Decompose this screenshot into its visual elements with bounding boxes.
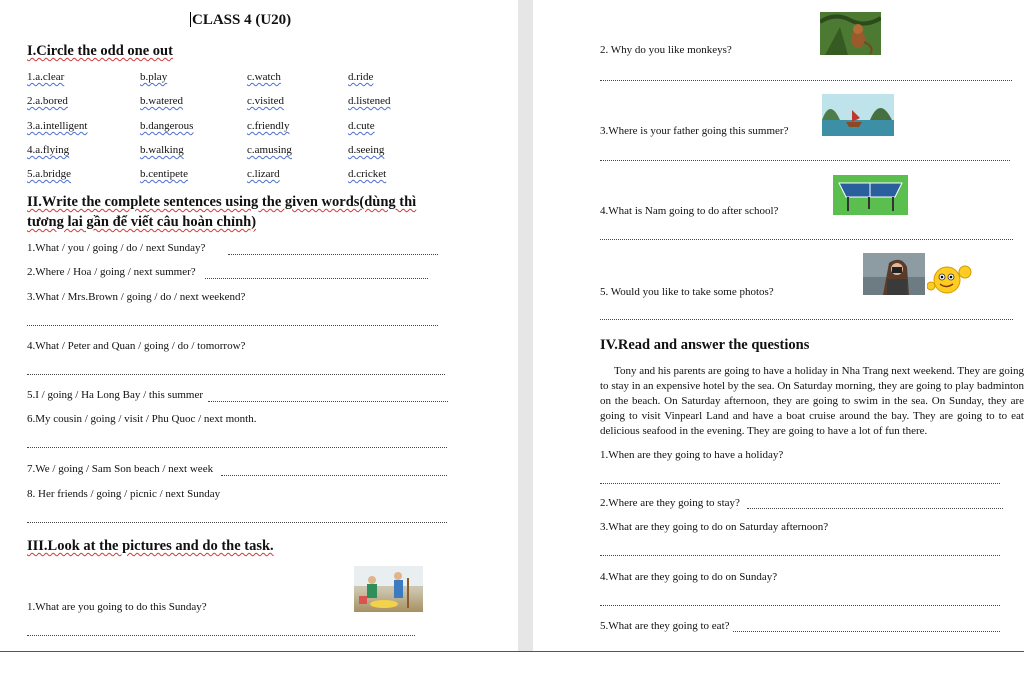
- answer-line[interactable]: [600, 555, 1000, 556]
- option: d.cricket: [348, 168, 387, 180]
- answer-line[interactable]: [600, 160, 1010, 161]
- worksheet-title: CLASS 4 (U20): [192, 12, 292, 28]
- picture-question: 2. Why do you like monkeys?: [600, 44, 732, 56]
- option: c.amusing: [247, 144, 292, 156]
- answer-line[interactable]: [228, 254, 438, 255]
- answer-line[interactable]: [600, 483, 1000, 484]
- option: b.watered: [140, 95, 184, 107]
- option: c.watch: [247, 71, 281, 83]
- answer-line[interactable]: [600, 605, 1000, 606]
- option: b.walking: [140, 144, 184, 156]
- section2-heading: II.Write the complete sentences using the given words(dùng thì: [27, 194, 417, 210]
- text-cursor: [190, 12, 191, 27]
- reading-passage: Tony and his parents are going to have a holiday in Nha Trang next weekend. They are going to stay in an expensive hotel by the sea. On Saturday morning, they are going to play badminton on the beach. On Saturday afternoon, they are going to swim in the sea. On Sunday, they are going to visit Vinpearl Land and have a boat cruise around the bay. They are going to to eat delicious seafood in the evening. They are going to have a lot of fun there.: [600, 365, 1024, 437]
- section4-heading: IV.Read and answer the questions: [600, 337, 810, 353]
- answer-line[interactable]: [27, 325, 438, 326]
- answer-line[interactable]: [27, 447, 447, 448]
- answer-line[interactable]: [221, 475, 447, 476]
- exercise-item: 1.What / you / going / do / next Sunday?: [27, 242, 206, 254]
- option: 3.a.intelligent: [27, 120, 88, 132]
- left-page: [0, 0, 518, 651]
- section1-heading: I.Circle the odd one out: [27, 43, 173, 59]
- option: 2.a.bored: [27, 95, 68, 107]
- reading-question: 2.Where are they going to stay?: [600, 497, 740, 509]
- option: d.cute: [348, 120, 375, 132]
- option: 5.a.bridge: [27, 168, 71, 180]
- woman-with-camera-picture: [863, 253, 925, 295]
- exercise-item: 5.I / going / Ha Long Bay / this summer: [27, 389, 203, 401]
- option: b.play: [140, 71, 168, 83]
- answer-line[interactable]: [27, 522, 447, 523]
- answer-line[interactable]: [208, 401, 448, 402]
- right-page: [533, 0, 1024, 651]
- answer-line[interactable]: [733, 631, 1000, 632]
- table-tennis-picture: [833, 175, 908, 215]
- option: b.dangerous: [140, 120, 194, 132]
- ha-long-bay-picture: [822, 94, 894, 136]
- monkey-picture: [820, 12, 881, 55]
- option: d.listened: [348, 95, 391, 107]
- exercise-item: 7.We / going / Sam Son beach / next week: [27, 463, 214, 475]
- answer-line[interactable]: [27, 374, 445, 375]
- answer-line[interactable]: [205, 278, 428, 279]
- picture-question: 5. Would you like to take some photos?: [600, 286, 774, 298]
- exercise-item: 8. Her friends / going / picnic / next Sunday: [27, 488, 221, 500]
- option: b.centipete: [140, 168, 188, 180]
- exercise-item: 6.My cousin / going / visit / Phu Quoc / next month.: [27, 413, 257, 425]
- cleaning-picture: [354, 566, 423, 612]
- option: c.visited: [247, 95, 284, 107]
- section3-heading: III.Look at the pictures and do the task.: [27, 538, 274, 554]
- reading-question: 1.When are they going to have a holiday?: [600, 449, 784, 461]
- page-gap: [518, 0, 533, 651]
- option: c.friendly: [247, 120, 290, 132]
- picture-question: 1.What are you going to do this Sunday?: [27, 601, 207, 613]
- option: 1.a.clear: [27, 71, 65, 83]
- reading-question: 5.What are they going to eat?: [600, 620, 730, 632]
- option: d.seeing: [348, 144, 385, 156]
- exercise-item: 4.What / Peter and Quan / going / do / tomorrow?: [27, 340, 246, 352]
- answer-line[interactable]: [600, 239, 1013, 240]
- thumbs-up-emoji: [927, 262, 975, 296]
- answer-line[interactable]: [27, 635, 415, 636]
- bottom-margin: [0, 651, 1024, 689]
- option: d.ride: [348, 71, 374, 83]
- reading-question: 3.What are they going to do on Saturday afternoon?: [600, 521, 829, 533]
- answer-line[interactable]: [600, 319, 1013, 320]
- answer-line[interactable]: [747, 508, 1003, 509]
- exercise-item: 3.What / Mrs.Brown / going / do / next weekend?: [27, 291, 246, 303]
- section2-heading-line2: tương lai gần để viết câu hoàn chỉnh): [27, 214, 257, 230]
- answer-line[interactable]: [600, 80, 1012, 81]
- option: c.lizard: [247, 168, 280, 180]
- option: 4.a.flying: [27, 144, 70, 156]
- reading-question: 4.What are they going to do on Sunday?: [600, 571, 778, 583]
- exercise-item: 2.Where / Hoa / going / next summer?: [27, 266, 196, 278]
- picture-question: 4.What is Nam going to do after school?: [600, 205, 779, 217]
- picture-question: 3.Where is your father going this summer?: [600, 125, 789, 137]
